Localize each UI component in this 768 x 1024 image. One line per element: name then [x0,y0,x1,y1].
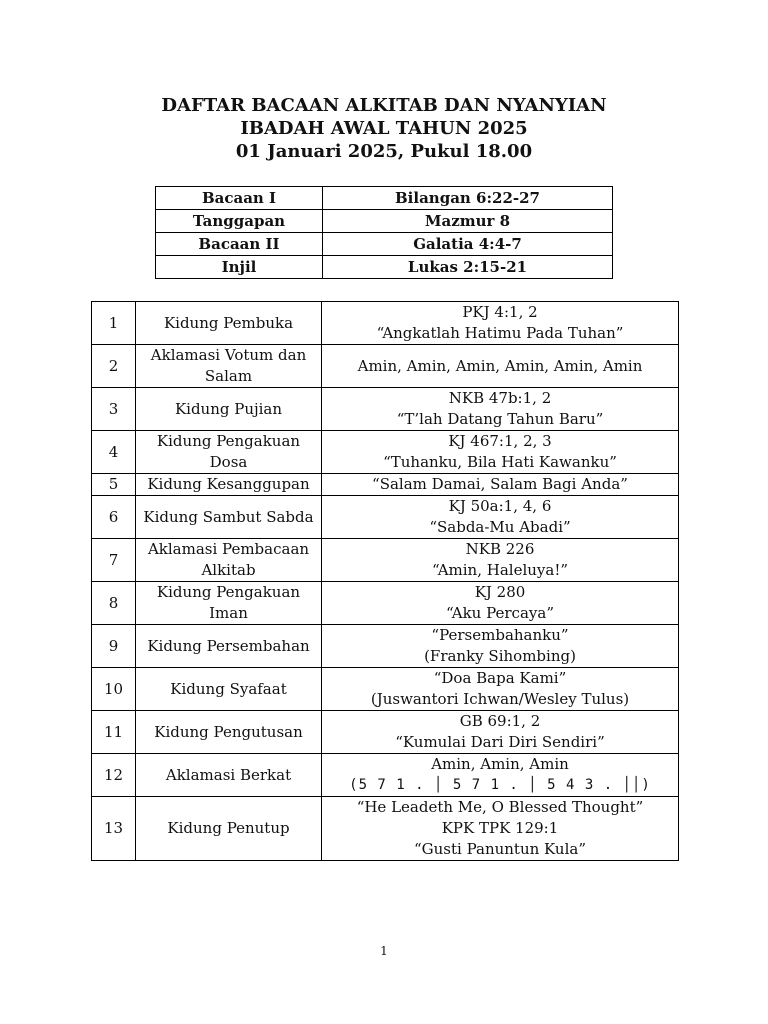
order-item-name: Kidung Pembuka [136,302,322,345]
order-detail [322,625,679,668]
order-row [92,711,679,754]
order-item-name: Aklamasi Pembacaan Alkitab [136,539,322,582]
order-detail [322,302,679,345]
order-detail-line: “Amin, Haleluya!” [431,561,569,579]
order-number: 9 [92,625,136,668]
order-row [92,496,679,539]
order-row [92,754,679,797]
title-line-2: IBADAH AWAL TAHUN 2025 [240,118,528,139]
order-item-name: Kidung Pujian [136,388,322,431]
order-detail-line: “T’lah Datang Tahun Baru” [396,410,604,428]
order-row [92,388,679,431]
order-row [92,797,679,861]
reading-row [156,256,613,279]
page-number: 1 [380,944,388,958]
order-number: 2 [92,345,136,388]
order-detail-line: (Juswantori Ichwan/Wesley Tulus) [370,690,630,708]
order-number: 10 [92,668,136,711]
order-number: 1 [92,302,136,345]
order-number: 5 [92,474,136,496]
order-of-service-table [91,301,679,861]
order-detail-line: “Sabda-Mu Abadi” [429,518,571,536]
order-detail-line: “Gusti Panuntun Kula” [413,840,586,858]
order-number: 11 [92,711,136,754]
order-row [92,625,679,668]
order-row [92,474,679,496]
order-detail [322,797,679,861]
order-detail-line: “Tuhanku, Bila Hati Kawanku” [383,453,617,471]
order-item-name: Kidung Kesanggupan [136,474,322,496]
order-detail-line: “Kumulai Dari Diri Sendiri” [395,733,605,751]
order-item-name: Aklamasi Berkat [136,754,322,797]
reading-reference: Bilangan 6:22-27 [323,187,613,210]
order-detail [322,431,679,474]
order-number: 6 [92,496,136,539]
reading-reference: Mazmur 8 [323,210,613,233]
order-detail-line: PKJ 4:1, 2 [462,303,538,321]
order-detail [322,496,679,539]
reading-label: Tanggapan [156,210,323,233]
order-detail-line: Amin, Amin, Amin [431,755,569,773]
reading-row [156,187,613,210]
order-detail [322,711,679,754]
reading-row [156,233,613,256]
order-detail [322,474,679,496]
order-item-name: Kidung Pengutusan [136,711,322,754]
order-item-name: Kidung Syafaat [136,668,322,711]
reading-label: Injil [156,256,323,279]
reading-label: Bacaan II [156,233,323,256]
order-item-name: Kidung Persembahan [136,625,322,668]
document-title [0,94,768,163]
order-detail-line: “Persembahanku” [431,626,569,644]
order-detail [322,754,679,797]
order-detail-line: “Salam Damai, Salam Bagi Anda” [372,475,628,493]
order-item-name: Kidung Sambut Sabda [136,496,322,539]
order-detail-line: (Franky Sihombing) [424,647,576,665]
order-row [92,302,679,345]
reading-reference: Lukas 2:15-21 [323,256,613,279]
order-detail [322,388,679,431]
order-detail [322,668,679,711]
title-line-1: DAFTAR BACAAN ALKITAB DAN NYANYIAN [161,95,607,116]
order-number: 8 [92,582,136,625]
order-detail-line: KJ 280 [474,583,526,601]
reading-label: Bacaan I [156,187,323,210]
order-item-name: Kidung Pengakuan Iman [136,582,322,625]
order-detail-line: KJ 467:1, 2, 3 [448,432,552,450]
order-item-name: Kidung Penutup [136,797,322,861]
order-detail-line: NKB 47b:1, 2 [448,389,552,407]
order-detail [322,345,679,388]
order-detail-line: KPK TPK 129:1 [441,819,559,837]
reading-row [156,210,613,233]
order-item-name: Aklamasi Votum dan Salam [136,345,322,388]
order-number: 13 [92,797,136,861]
order-detail-line: Amin, Amin, Amin, Amin, Amin, Amin [357,356,643,375]
order-number: 4 [92,431,136,474]
order-number: 7 [92,539,136,582]
order-detail [322,582,679,625]
order-row [92,431,679,474]
musical-notation: (5 7 1 . │ 5 7 1 . │ 5 4 3 . ││) [349,777,651,793]
order-detail-line: KJ 50a:1, 4, 6 [448,497,552,515]
order-item-name: Kidung Pengakuan Dosa [136,431,322,474]
order-number: 3 [92,388,136,431]
order-detail-line: NKB 226 [465,540,535,558]
order-row [92,539,679,582]
readings-table [155,186,613,279]
order-detail-line: “He Leadeth Me, O Blessed Thought” [356,798,644,816]
title-line-3: 01 Januari 2025, Pukul 18.00 [235,141,533,162]
order-row [92,582,679,625]
order-detail [322,539,679,582]
order-detail-line: “Angkatlah Hatimu Pada Tuhan” [376,324,624,342]
reading-reference: Galatia 4:4-7 [323,233,613,256]
order-detail-line: “Aku Percaya” [446,604,554,622]
order-detail-line: GB 69:1, 2 [459,712,541,730]
order-number: 12 [92,754,136,797]
order-detail-line: “Doa Bapa Kami” [433,669,567,687]
order-row [92,668,679,711]
order-row [92,345,679,388]
